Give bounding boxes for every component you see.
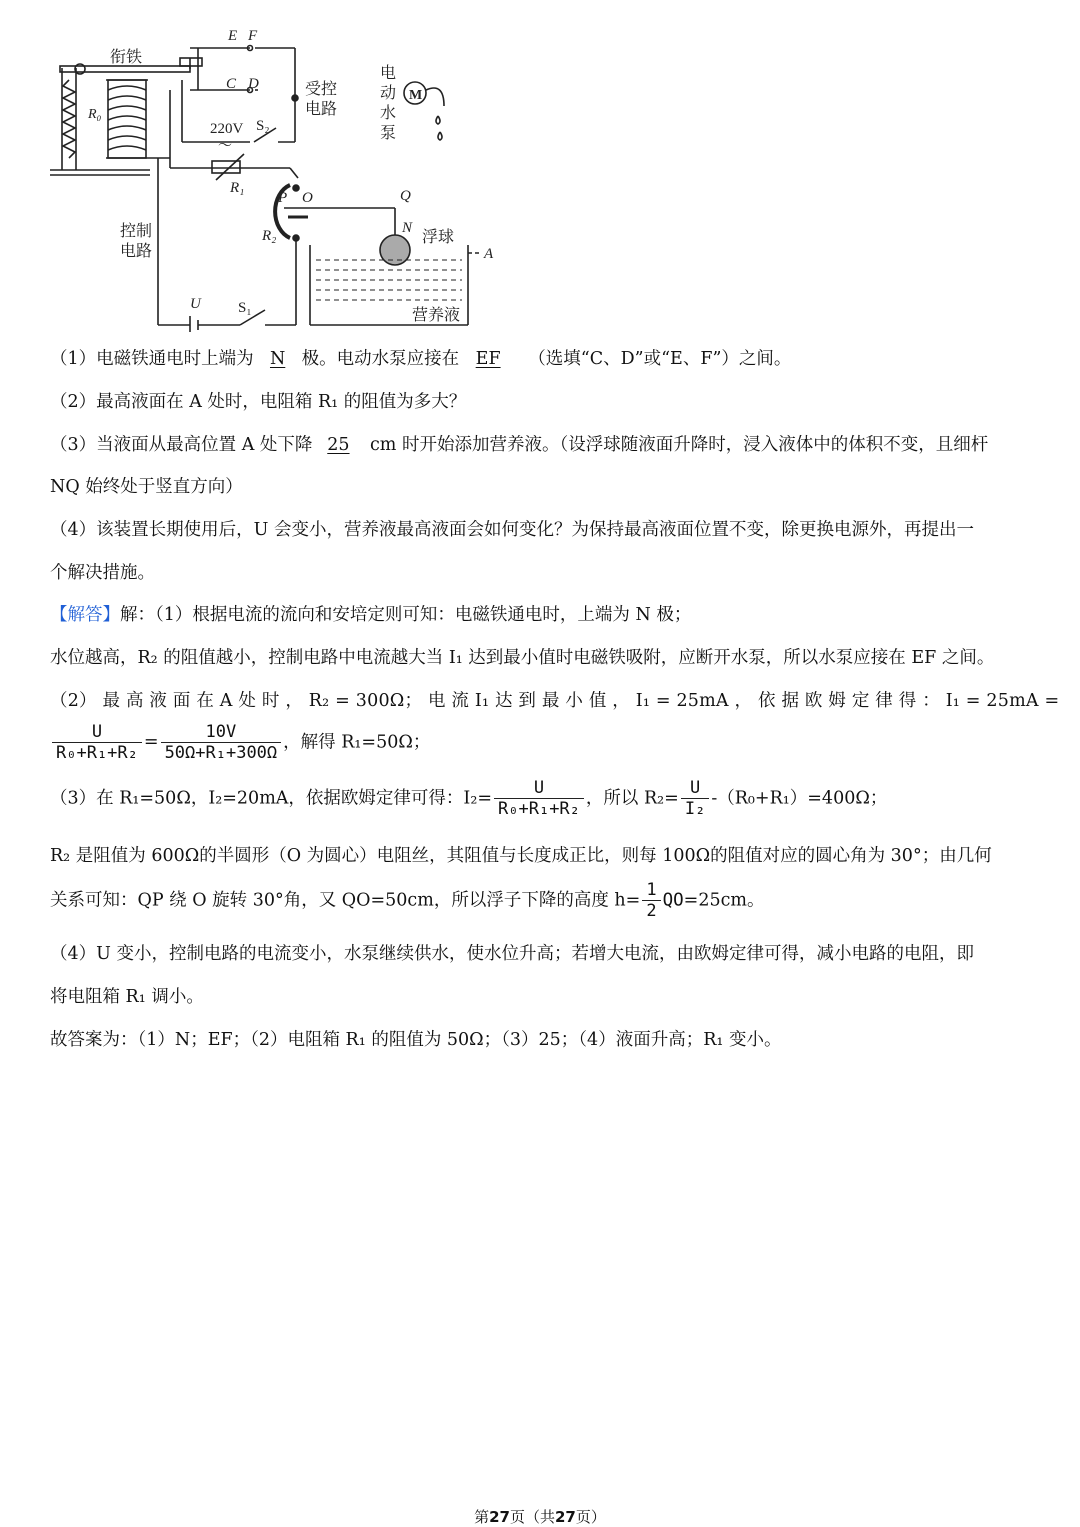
p-label: P — [278, 190, 288, 206]
s1-label: S₁ — [238, 300, 252, 316]
r2-label: R₂ — [262, 228, 277, 244]
answer-line-3: （2） 最 高 液 面 在 A 处 时 ， R₂ = 300Ω； 电 流 I₁ 达 到 最 小 值 ， I₁ = 25mA ， 依 据 欧 姆 定 律 得 ： I₁ = 25mA = — [50, 691, 1060, 711]
question-1: （1）电磁铁通电时上端为 N 极。电动水泵应接在 EF （选填“C、D”或“E、F”）之间。 — [50, 346, 1060, 372]
question-3-cont: NQ 始终处于竖直方向） — [50, 477, 243, 497]
o-label: O — [302, 190, 313, 206]
question-4: （4）该装置长期使用后，U 会变小，营养液最高液面会如何变化？为保持最高液面位置不变，除更换电源外，再提出一 — [50, 520, 974, 540]
question-4-cont: 个解决措施。 — [50, 563, 155, 583]
control-circuit-label-2: 电路 — [120, 243, 153, 260]
control-circuit-label-1: 控制 — [120, 223, 153, 240]
answer-line-4: $\frac{U}{\text{R₀+R₁+R₂}}$ = $\frac{10V}{\text{50Ω+R₁+300Ω}}$ ，解得 R₁=50Ω； — [50, 722, 1060, 763]
answer-line-1: 【解答】解：（1）根据电流的流向和安培定则可知：电磁铁通电时，上端为 N 极； — [50, 605, 692, 625]
contact-c-label: C — [226, 76, 237, 92]
pump-label-3: 水 — [380, 105, 397, 122]
pump-label-4: 泵 — [380, 125, 397, 142]
fraction-u-over-r: $\frac{U}{\text{R₀+R₁+R₂}}$ — [52, 722, 142, 763]
n-label: N — [402, 220, 413, 236]
pump-label-1: 电 — [380, 65, 397, 82]
answer-blank-25: 25 — [327, 435, 350, 455]
voltage-label: 220V — [210, 121, 244, 137]
answer-line-9: 将电阻箱 R₁ 调小。 — [50, 987, 204, 1007]
nutrient-label: 营养液 — [412, 307, 461, 324]
answer-line-8: （4）U 变小，控制电路的电流变小，水泵继续供水，使水位升高；若增大电流，由欧姆定律可得，减小电路的电阻，即 — [50, 944, 974, 964]
fraction-i2: $\frac{U}{\text{R₀+R₁+R₂}}$ — [494, 778, 584, 819]
q-label: Q — [400, 188, 411, 204]
question-2: （2）最高液面在 A 处时，电阻箱 R₁ 的阻值为多大？ — [50, 392, 467, 412]
pump-label-2: 动 — [380, 85, 397, 102]
circuit-diagram — [40, 20, 510, 332]
u-label: U — [190, 296, 201, 312]
answer-line-6: R₂ 是阻值为 600Ω的半圆形（O 为圆心）电阻丝，其阻值与长度成正比，则每 100Ω的阻值对应的圆心角为 30°；由几何 — [50, 846, 992, 866]
answer-blank-n: N — [269, 349, 286, 369]
fraction-half: $\frac{1}{2}$ — [642, 880, 660, 921]
motor-icon: M — [409, 88, 423, 103]
answer-line-5: （3）在 R₁=50Ω，I₂=20mA，依据欧姆定律可得：I₂= $\frac{U}{\text{R₀+R₁+R₂}}$ ，所以 R₂= $\frac{U}{\text{I₂}}$ -（R₀+R₁）=400Ω； — [50, 778, 888, 819]
ac-symbol: ～ — [218, 139, 232, 154]
armature-label: 衔铁 — [110, 49, 143, 66]
r0-label: R₀ — [88, 107, 102, 122]
contact-e-label: E — [228, 28, 238, 44]
contact-f-label: F — [248, 28, 258, 44]
answer-summary: 故答案为：（1）N；EF；（2）电阻箱 R₁ 的阻值为 50Ω；（3）25；（4）液面升高；R₁ 变小。 — [50, 1030, 782, 1050]
answer-tag: 【解答】 — [50, 605, 120, 625]
level-a-label: A — [484, 246, 494, 262]
page-footer: 第27页（共27页） — [474, 1508, 606, 1526]
controlled-circuit-label-2: 电路 — [305, 101, 338, 118]
r1-label: R₁ — [230, 180, 245, 196]
answer-line-7: 关系可知：QP 绕 O 旋转 30°角，又 QO=50cm，所以浮子下降的高度 h= $\frac{1}{2}$ QO=25cm。 — [50, 880, 765, 921]
page-total: 27 — [555, 1508, 576, 1526]
s2-label: S₂ — [256, 118, 270, 134]
answer-blank-ef: EF — [475, 349, 501, 369]
fraction-u-over-i2: $\frac{U}{\text{I₂}}$ — [681, 778, 709, 819]
question-3: （3）当液面从最高位置 A 处下降 25 cm 时开始添加营养液。（设浮球随液面升降时，浸入液体中的体积不变，且细杆 — [50, 432, 1060, 458]
page-number: 27 — [489, 1508, 510, 1526]
answer-line-2: 水位越高，R₂ 的阻值越小，控制电路中电流越大当 I₁ 达到最小值时电磁铁吸附，应断开水泵，所以水泵应接在 EF 之间。 — [50, 648, 995, 668]
fraction-10v: $\frac{10V}{\text{50Ω+R₁+300Ω}}$ — [161, 722, 282, 763]
float-ball-label: 浮球 — [422, 229, 455, 246]
contact-d-label: D — [248, 76, 259, 92]
controlled-circuit-label-1: 受控 — [305, 81, 338, 98]
